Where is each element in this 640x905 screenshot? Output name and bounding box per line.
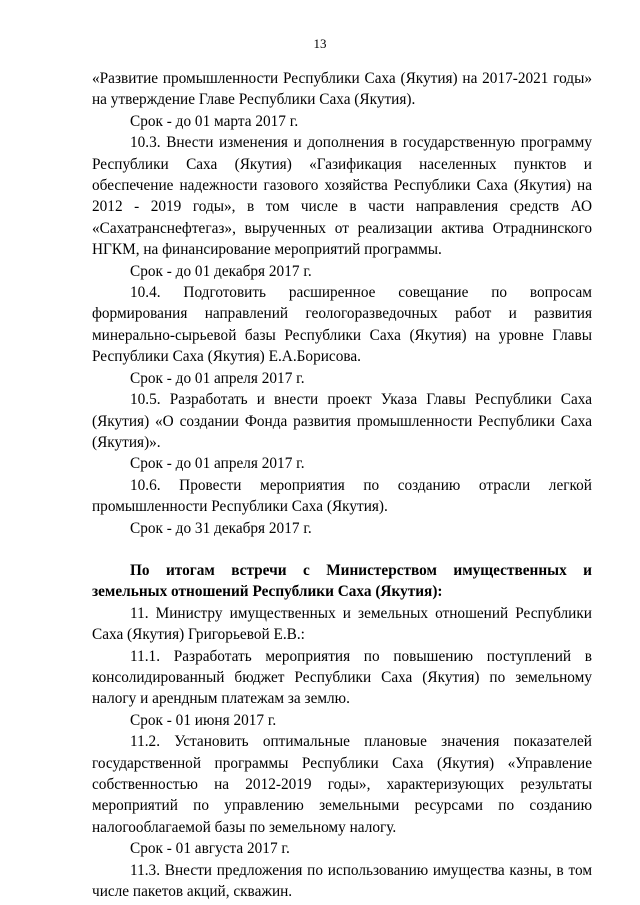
deadline-4: Срок - до 01 апреля 2017 г. — [130, 455, 305, 473]
deadline-6: Срок - 01 июня 2017 г. — [130, 711, 277, 729]
section-spacer — [92, 539, 592, 560]
deadline-2: Срок - до 01 декабря 2017 г. — [130, 262, 312, 280]
paragraph-11-2: 11.2. Установить оптимальные плановые значения показателей государственной программы Республики Саха (Якутия) «Управление собственностью на 2012-2019 годы», характеризующих результаты мероприятий по управлению земельными ресурсами по созданию налогооблагаемой базы по земельному налогу. — [92, 733, 592, 836]
paragraph-10-5: 10.5. Разработать и внести проект Указа Главы Республики Саха (Якутия) «О создании Фонда развития промышленности Республики Саха (Якутия)». — [92, 391, 592, 451]
document-body — [92, 68, 592, 902]
paragraph-11: 11. Министру имущественных и земельных отношений Республики Саха (Якутия) Григорьевой Е.В.: — [92, 604, 592, 644]
paragraph-11-3: 11.3. Внести предложения по использованию имущества казны, в том числе пакетов акций, скважин. — [92, 861, 592, 901]
paragraph-11-1: 11.1. Разработать мероприятия по повышению поступлений в консолидированный бюджет Республики Саха (Якутия) по земельному налогу и арендным платежам за землю. — [92, 647, 592, 708]
paragraph-10-4: 10.4. Подготовить расширенное совещание по вопросам формирования направлений геологоразведочных работ и развития минерально-сырьевой базы Республики Саха (Якутия) на уровне Главы Республики Саха (Якутия) Е.А.Борисова. — [92, 284, 592, 366]
section-heading: По итогам встречи с Министерством имущественных и земельных отношений Республики Саха (Якутия): — [92, 561, 592, 601]
page-number: 13 — [313, 36, 327, 51]
paragraph-10-3: 10.3. Внести изменения и дополнения в государственную программу Республики Саха (Якутия) «Газификация населенных пунктов и обеспечение надежности газового хозяйства Республики Саха (Якутия) на 2012 - 2019 годы», в том числе в части направления средств АО «Сахатранснефтегаз», вырученных от реализации актива Отраднинского НГКМ, на финансирование мероприятий программы. — [92, 134, 592, 259]
deadline-5: Срок - до 31 декабря 2017 г. — [130, 519, 312, 537]
deadline-7: Срок - 01 августа 2017 г. — [130, 840, 290, 858]
paragraph-program-approval: «Развитие промышленности Республики Саха (Якутия) на 2017-2021 годы» на утверждение Главе Республики Саха (Якутия). — [92, 70, 592, 109]
deadline-3: Срок - до 01 апреля 2017 г. — [130, 369, 305, 387]
deadline-1: Срок - до 01 марта 2017 г. — [130, 112, 299, 130]
paragraph-10-6: 10.6. Провести мероприятия по созданию отрасли легкой промышленности Республики Саха (Якутия). — [92, 476, 592, 516]
